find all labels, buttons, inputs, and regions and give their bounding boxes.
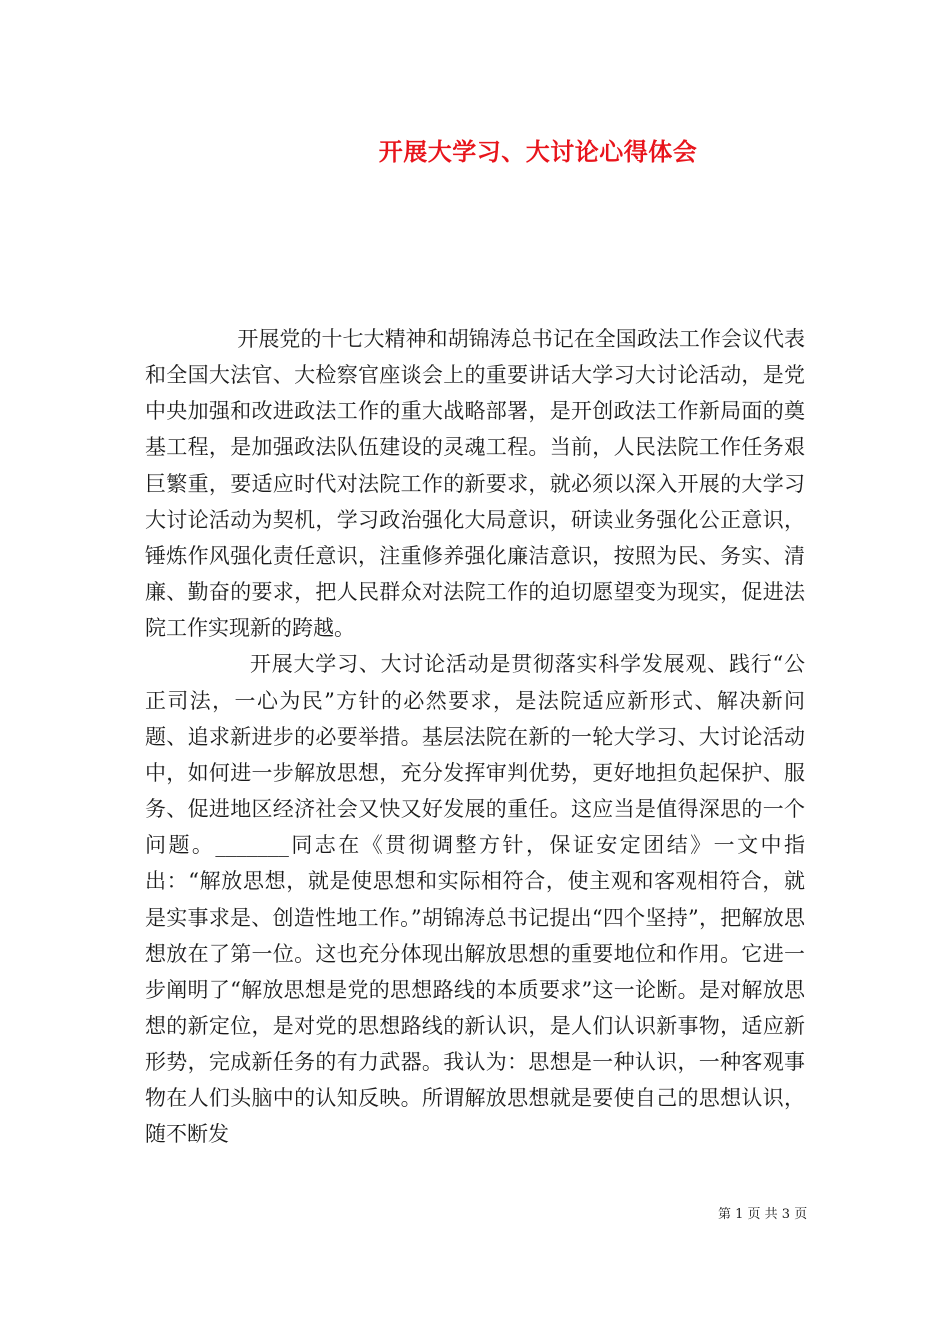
page-number: 第 1 页 共 3 页 [718,1207,808,1222]
paragraph-1: 开展党的十七大精神和胡锦涛总书记在全国政法工作会议代表和全国大法官、大检察官座谈会上的重要讲话大学习大讨论活动，是党中央加强和改进政法工作的重大战略部署，是开创政法工作新局面的奠基工程，是加强政法队伍建设的灵魂工程。当前，人民法院工作任务艰巨繁重，要适应时代对法院工作的新要求，就必须以深入开展的大学习大讨论活动为契机，学习政治强化大局意识，研读业务强化公正意识，锤炼作风强化责任意识，注重修养强化廉洁意识，按照为民、务实、清廉、勤奋的要求，把人民群众对法院工作的迫切愿望变为现实，促进法院工作实现新的跨越。 [145,327,805,641]
paragraph-2: 开展大学习、大讨论活动是贯彻落实科学发展观、践行“公正司法，一心为民”方针的必然要求，是法院适应新形式、解决新问题、追求新进步的必要举措。基层法院在新的一轮大学习、大讨论活动中，如何进一步解放思想，充分发挥审判优势，更好地担负起保护、服务、促进地区经济社会又快又好发展的重任。这应当是值得深思的一个问题。_______同志在《贯彻调整方针，保证安定团结》一文中指出：“解放思想，就是使思想和实际相符合，使主观和客观相符合，就是实事求是、创造性地工作。”胡锦涛总书记提出“四个坚持”，把解放思想放在了第一位。这也充分体现出解放思想的重要地位和作用。它进一步阐明了“解放思想是党的思想路线的本质要求”这一论断。是对解放思想的新定位，是对党的思想路线的新认识，是人们认识新事物，适应新形势，完成新任务的有力武器。我认为：思想是一种认识，一种客观事物在人们头脑中的认知反映。所谓解放思想就是要使自己的思想认识，随不断发 [145,652,805,1147]
page-title: 开展大学习、大讨论心得体会 [378,137,698,166]
document-body [145,321,805,1153]
